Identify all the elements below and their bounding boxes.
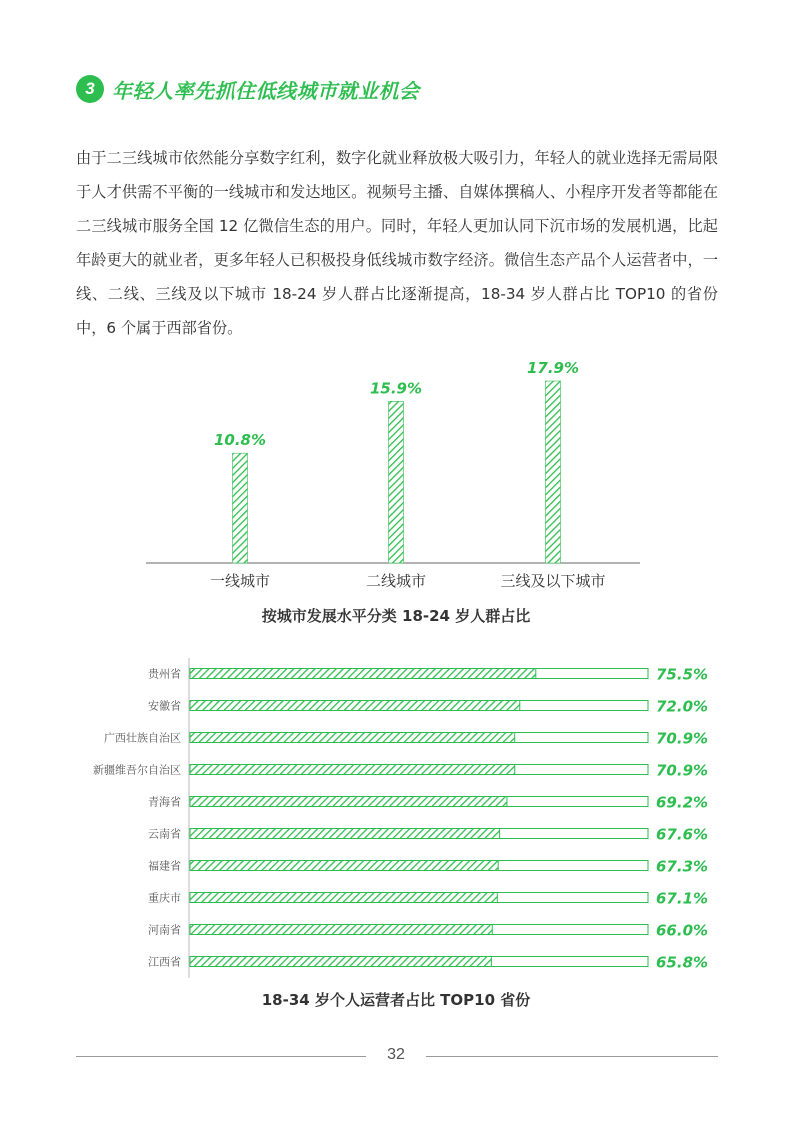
bar [389, 401, 404, 563]
province-label: 云南省 [148, 827, 181, 841]
data-label: 15.9% [369, 379, 423, 398]
value-label: 72.0% [656, 697, 709, 716]
bar-fill [190, 765, 515, 775]
bar-fill [190, 797, 507, 807]
section-title: 年轻人率先抓住低线城市就业机会 [112, 78, 420, 103]
bar-fill [190, 861, 498, 871]
footer-rule-right [426, 1056, 718, 1057]
bar-fill [190, 669, 536, 679]
bar [233, 453, 248, 563]
data-label: 17.9% [526, 359, 580, 377]
bar-fill [190, 829, 500, 839]
bar-fill [190, 893, 497, 903]
body-paragraph: 由于二三线城市依然能分享数字红利，数字化就业释放极大吸引力，年轻人的就业选择无需局限于人才供需不平衡的一线城市和发达地区。视频号主播、自媒体撰稿人、小程序开发者等都能在二三线城市服务全国 12 亿微信生态的用户。同时，年轻人更加认同下沉市场的发展机遇，比起年龄更大的就业者，更多年轻人已积极投身低线城市数字经济。微信生态产品个人运营者中，一线、二线、三线及以下城市 18-24 岁人群占比逐渐提高，18-34 岁人群占比 TOP10 的省份中，6 个属于西部省份。 [76, 149, 718, 337]
section-number-badge: 3 [76, 75, 104, 103]
x-tick-label: 一线城市 [209, 572, 271, 590]
province-label: 重庆市 [148, 891, 181, 905]
chart-title: 18-34 岁个人运营者占比 TOP10 省份 [261, 991, 531, 1009]
province-label: 福建省 [148, 859, 181, 873]
data-label: 10.8% [213, 431, 267, 450]
bar-fill [190, 701, 520, 711]
province-label: 广西壮族自治区 [104, 731, 181, 745]
value-label: 65.8% [656, 953, 709, 972]
page-number: 32 [387, 1046, 405, 1063]
value-label: 67.1% [656, 889, 709, 908]
value-label: 67.6% [656, 825, 709, 844]
value-label: 66.0% [656, 921, 709, 940]
bar [546, 381, 561, 563]
city-tier-bar-chart [146, 359, 640, 625]
province-hbar-chart [93, 658, 708, 1009]
province-label: 安徽省 [148, 699, 181, 713]
province-label: 江西省 [148, 955, 181, 969]
province-label: 青海省 [148, 795, 181, 809]
value-label: 70.9% [656, 761, 709, 780]
chart-title: 按城市发展水平分类 18-24 岁人群占比 [261, 607, 531, 625]
province-label: 贵州省 [148, 667, 181, 681]
value-label: 75.5% [656, 665, 709, 684]
bar-fill [190, 925, 492, 935]
value-label: 69.2% [656, 793, 709, 812]
value-label: 70.9% [656, 729, 709, 748]
province-label: 新疆维吾尔自治区 [93, 763, 181, 777]
bar-fill [190, 957, 491, 967]
x-tick-label: 三线及以下城市 [500, 572, 606, 590]
province-label: 河南省 [148, 923, 181, 937]
footer-rule-left [76, 1056, 366, 1057]
value-label: 67.3% [656, 857, 709, 876]
bar-fill [190, 733, 515, 743]
x-tick-label: 二线城市 [365, 572, 427, 590]
